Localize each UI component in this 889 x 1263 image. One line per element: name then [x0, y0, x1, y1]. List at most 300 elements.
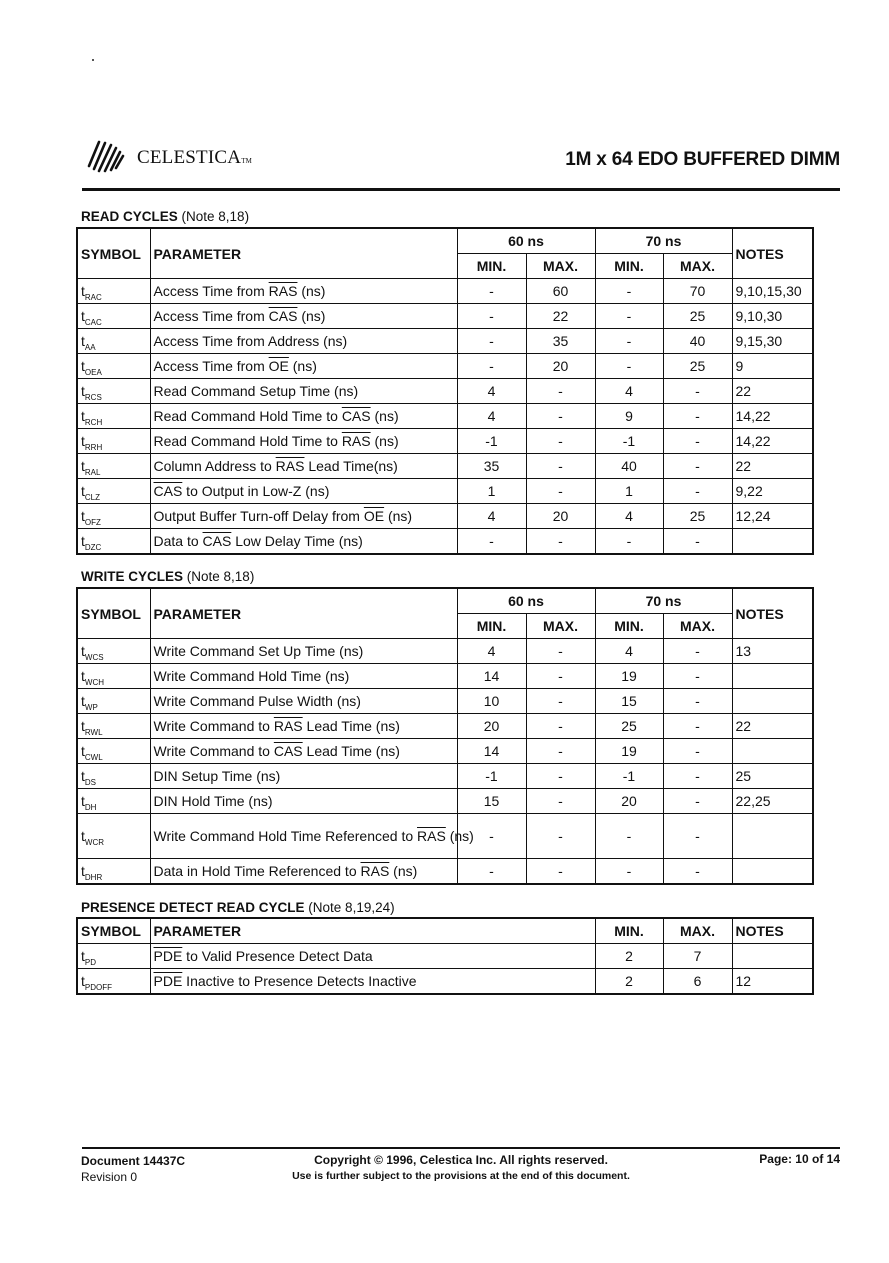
min-60-cell: - [457, 354, 526, 379]
max-70-cell: - [663, 404, 732, 429]
symbol-subscript: RCH [84, 418, 103, 427]
parameter-cell [150, 304, 457, 329]
min-70-cell: 4 [595, 639, 663, 664]
revision: Revision 0 [81, 1170, 138, 1184]
symbol-cell [77, 504, 150, 529]
symbol-subscript: RRH [84, 443, 103, 452]
min-60-cell: - [457, 529, 526, 555]
notes-cell: 22 [732, 714, 813, 739]
symbol-cell [77, 639, 150, 664]
symbol-subscript: PD [84, 958, 97, 967]
parameter-pre-sub: IN [163, 768, 178, 784]
parameter-post: Inactive to Presence Detects Inactive [182, 973, 417, 989]
min-cell: 2 [595, 944, 663, 969]
max-60-cell: - [526, 529, 595, 555]
parameter-ov: $\overline{RAS}$ [360, 863, 390, 879]
parameter-cell [150, 764, 457, 789]
col-symbol-header: SYMBOL [77, 228, 150, 279]
col-min-header: MIN. [457, 254, 526, 279]
symbol-subscript: AA [84, 343, 96, 352]
max-70-cell: - [663, 764, 732, 789]
max-60-cell: - [526, 404, 595, 429]
page-number: Page: 10 of 14 [759, 1152, 840, 1166]
min-60-cell: 20 [457, 714, 526, 739]
col-notes-header: NOTES [732, 918, 813, 944]
parameter-cell [150, 354, 457, 379]
max-70-cell: - [663, 639, 732, 664]
notes-cell: 12,24 [732, 504, 813, 529]
parameter-pre: Read Command Hold Time to [153, 408, 342, 424]
max-cell: 6 [663, 969, 732, 995]
parameter-ov: $\overline{OE}$ [268, 358, 289, 374]
notes-cell: 13 [732, 639, 813, 664]
min-60-cell: 4 [457, 639, 526, 664]
symbol-cell [77, 664, 150, 689]
parameter-post: Low Delay Time (ns) [231, 533, 363, 549]
max-60-cell: - [526, 714, 595, 739]
parameter-pre2: Setup Time (ns) [177, 768, 281, 784]
symbol-cell [77, 404, 150, 429]
symbol-base: t [81, 283, 85, 299]
max-60-cell: - [526, 454, 595, 479]
parameter-cell [150, 404, 457, 429]
max-60-cell: - [526, 859, 595, 885]
parameter-cell [150, 329, 457, 354]
symbol-base: t [81, 693, 85, 709]
min-60-cell: 15 [457, 789, 526, 814]
min-60-cell: 35 [457, 454, 526, 479]
min-70-cell: - [595, 529, 663, 555]
parameter-pre: Write Command Set Up Time (ns) [153, 643, 364, 659]
col-70ns-header: 70 ns [595, 588, 732, 614]
symbol-cell [77, 814, 150, 859]
write-cycles-table [76, 587, 814, 885]
col-max-header: MAX. [526, 254, 595, 279]
parameter-pre: Data to [153, 533, 203, 549]
symbol-base: t [81, 668, 85, 684]
min-70-cell: - [595, 279, 663, 304]
min-60-cell: - [457, 814, 526, 859]
presence-detect-title: PRESENCE DETECT READ CYCLE (Note 8,19,24) [81, 900, 395, 915]
max-60-cell: - [526, 764, 595, 789]
parameter-ov: $\overline{CAS}$ [153, 483, 183, 499]
symbol-cell [77, 279, 150, 304]
parameter-pre: Write Command Hold Time (ns) [153, 668, 350, 684]
table-row [77, 714, 813, 739]
col-parameter-header: PARAMETER [150, 918, 595, 944]
max-70-cell: 70 [663, 279, 732, 304]
parameter-post: (ns) [445, 827, 474, 844]
max-60-cell: 20 [526, 354, 595, 379]
symbol-cell [77, 429, 150, 454]
table-row [77, 689, 813, 714]
symbol-base: t [81, 433, 85, 449]
min-70-cell: -1 [595, 429, 663, 454]
symbol-cell [77, 689, 150, 714]
symbol-base: t [81, 643, 85, 659]
table-row [77, 764, 813, 789]
symbol-subscript: RAL [84, 468, 101, 477]
min-60-cell: 4 [457, 379, 526, 404]
notes-cell: 9,22 [732, 479, 813, 504]
parameter-pre: Data in Hold Time Referenced to [153, 863, 361, 879]
parameter-pre: Write Command to [153, 718, 274, 734]
parameter-pre: Access Time from [153, 283, 269, 299]
max-70-cell: - [663, 529, 732, 555]
table-row [77, 454, 813, 479]
max-cell: 7 [663, 944, 732, 969]
table-row [77, 329, 813, 354]
min-60-cell: 1 [457, 479, 526, 504]
parameter-ov: $\overline{RAS}$ [341, 433, 371, 449]
parameter-cell [150, 969, 595, 995]
parameter-pre: Access Time from Address (ns) [153, 333, 348, 349]
symbol-subscript: RAC [84, 293, 102, 302]
min-70-cell: 25 [595, 714, 663, 739]
symbol-base: t [81, 358, 85, 374]
col-max-header: MAX. [663, 918, 732, 944]
parameter-ov: $\overline{PDE}$ [153, 973, 183, 989]
notes-cell: 9,10,15,30 [732, 279, 813, 304]
notes-cell: 12 [732, 969, 813, 995]
min-70-cell: - [595, 859, 663, 885]
max-60-cell: - [526, 429, 595, 454]
table-row [77, 504, 813, 529]
max-70-cell: 25 [663, 354, 732, 379]
min-60-cell: 14 [457, 739, 526, 764]
min-70-cell: - [595, 329, 663, 354]
parameter-post: to Valid Presence Detect Data [182, 948, 373, 964]
read-cycles-title: READ CYCLES (Note 8,18) [81, 209, 250, 224]
table-row [77, 354, 813, 379]
celestica-logo [85, 136, 253, 176]
parameter-pre: Read Command Setup Time (ns) [153, 383, 359, 399]
max-60-cell: 35 [526, 329, 595, 354]
notes-cell [732, 664, 813, 689]
min-cell: 2 [595, 969, 663, 995]
notes-cell: 25 [732, 764, 813, 789]
footer-copyright [270, 1152, 652, 1184]
col-notes-header: NOTES [732, 588, 813, 639]
parameter-cell [150, 639, 457, 664]
notes-cell: 9 [732, 354, 813, 379]
notes-cell [732, 739, 813, 764]
symbol-base: t [81, 383, 85, 399]
parameter-post: (ns) [384, 508, 413, 524]
notes-cell: 22,25 [732, 789, 813, 814]
parameter-cell [150, 664, 457, 689]
symbol-base: t [81, 973, 85, 989]
min-70-cell: - [595, 354, 663, 379]
notes-cell [732, 529, 813, 555]
symbol-subscript: OEA [84, 368, 102, 377]
min-70-cell: 20 [595, 789, 663, 814]
presence-detect-table [76, 917, 814, 995]
max-70-cell: 25 [663, 304, 732, 329]
scan-speck [92, 59, 94, 61]
min-70-cell: -1 [595, 764, 663, 789]
parameter-cell [150, 504, 457, 529]
symbol-subscript: WP [84, 703, 98, 712]
max-70-cell: - [663, 479, 732, 504]
max-60-cell: - [526, 789, 595, 814]
symbol-base: t [81, 718, 85, 734]
notes-cell: 22 [732, 379, 813, 404]
parameter-pre2: Hold Time (ns) [177, 793, 273, 809]
table-row [77, 479, 813, 504]
header-divider [82, 188, 840, 191]
symbol-subscript: RWL [84, 728, 103, 737]
max-70-cell: - [663, 814, 732, 859]
symbol-cell [77, 354, 150, 379]
col-70ns-header: 70 ns [595, 228, 732, 254]
table-row [77, 814, 813, 859]
parameter-cell [150, 814, 474, 859]
symbol-base: t [81, 793, 85, 809]
symbol-cell [77, 329, 150, 354]
symbol-cell [77, 944, 150, 969]
symbol-cell [77, 714, 150, 739]
max-60-cell: 20 [526, 504, 595, 529]
min-60-cell: 14 [457, 664, 526, 689]
col-min-header: MIN. [595, 918, 663, 944]
max-70-cell: 40 [663, 329, 732, 354]
table-row [77, 304, 813, 329]
table-row [77, 529, 813, 555]
symbol-base: t [81, 508, 85, 524]
symbol-subscript: RCS [84, 393, 102, 402]
symbol-cell [77, 789, 150, 814]
notes-cell [732, 814, 813, 859]
parameter-pre: Output Buffer Turn-off Delay from [153, 508, 364, 524]
min-70-cell: 40 [595, 454, 663, 479]
parameter-ov: $\overline{RAS}$ [417, 827, 446, 844]
symbol-base: t [81, 483, 85, 499]
parameter-post: Lead Time(ns) [304, 458, 398, 474]
symbol-base: t [81, 308, 85, 324]
parameter-ov: $\overline{CAS}$ [273, 743, 303, 759]
min-60-cell: - [457, 859, 526, 885]
symbol-subscript: CWL [84, 753, 103, 762]
parameter-ov: $\overline{RAS}$ [275, 458, 305, 474]
symbol-cell [77, 764, 150, 789]
table-row [77, 379, 813, 404]
table-row [77, 404, 813, 429]
max-70-cell: - [663, 664, 732, 689]
min-60-cell: 10 [457, 689, 526, 714]
symbol-subscript: WCH [84, 678, 104, 687]
parameter-post: (ns) [370, 408, 399, 424]
notes-cell [732, 859, 813, 885]
max-70-cell: - [663, 689, 732, 714]
parameter-ov: $\overline{PDE}$ [153, 948, 183, 964]
col-max-header: MAX. [526, 614, 595, 639]
footer-divider [82, 1147, 840, 1149]
parameter-ov: $\overline{OE}$ [363, 508, 385, 524]
parameter-post: (ns) [370, 433, 399, 449]
col-symbol-header: SYMBOL [77, 918, 150, 944]
parameter-post: Lead Time (ns) [302, 718, 400, 734]
max-60-cell: - [526, 379, 595, 404]
symbol-subscript: DS [84, 778, 97, 787]
symbol-base: t [81, 333, 85, 349]
notes-cell: 9,15,30 [732, 329, 813, 354]
symbol-base: t [81, 533, 85, 549]
min-60-cell: 4 [457, 504, 526, 529]
table-row [77, 969, 813, 995]
parameter-cell [150, 789, 457, 814]
symbol-subscript: DHR [84, 873, 103, 882]
parameter-cell [150, 279, 457, 304]
table-row [77, 739, 813, 764]
col-min-header: MIN. [457, 614, 526, 639]
parameter-ov: $\overline{CAS}$ [202, 533, 232, 549]
parameter-cell [150, 739, 457, 764]
max-60-cell: 22 [526, 304, 595, 329]
symbol-cell [77, 304, 150, 329]
footer-document-info [81, 1153, 185, 1185]
col-min-header: MIN. [595, 614, 663, 639]
max-60-cell: - [526, 664, 595, 689]
symbol-subscript: PDOFF [84, 983, 112, 992]
parameter-pre-sub: IN [163, 793, 178, 809]
max-70-cell: - [663, 859, 732, 885]
read-cycles-table [76, 227, 814, 555]
copyright-text: Copyright © 1996, Celestica Inc. All rights reserved. [314, 1153, 608, 1167]
min-60-cell: -1 [457, 429, 526, 454]
table-row [77, 664, 813, 689]
table-row [77, 429, 813, 454]
document-number: Document 14437C [81, 1154, 186, 1168]
symbol-cell [77, 859, 150, 885]
min-70-cell: 4 [595, 379, 663, 404]
min-70-cell: 4 [595, 504, 663, 529]
max-70-cell: - [663, 379, 732, 404]
parameter-cell [150, 944, 595, 969]
parameter-post: Lead Time (ns) [302, 743, 400, 759]
max-70-cell: - [663, 454, 732, 479]
notes-cell: 22 [732, 454, 813, 479]
parameter-cell [150, 454, 457, 479]
symbol-base: t [81, 948, 85, 964]
col-parameter-header: PARAMETER [150, 588, 457, 639]
parameter-ov: $\overline{RAS}$ [268, 283, 298, 299]
max-60-cell: 60 [526, 279, 595, 304]
max-60-cell: - [526, 689, 595, 714]
parameter-cell [150, 479, 457, 504]
parameter-post: (ns) [297, 308, 326, 324]
parameter-cell [150, 379, 457, 404]
symbol-subscript: DZC [84, 543, 102, 552]
symbol-subscript: DH [84, 803, 97, 812]
symbol-cell [77, 454, 150, 479]
symbol-base: t [81, 458, 85, 474]
max-70-cell: - [663, 714, 732, 739]
symbol-subscript: CAC [84, 318, 102, 327]
celestica-logo-mark-icon [85, 136, 127, 174]
symbol-subscript: WCR [84, 838, 104, 847]
col-notes-header: NOTES [732, 228, 813, 279]
min-70-cell: 19 [595, 664, 663, 689]
symbol-base: t [81, 743, 85, 759]
min-70-cell: - [595, 304, 663, 329]
col-60ns-header: 60 ns [457, 228, 595, 254]
notes-cell [732, 689, 813, 714]
parameter-post: to Output in Low-Z (ns) [182, 483, 330, 499]
parameter-ov: $\overline{CAS}$ [341, 408, 371, 424]
parameter-pre: D [153, 793, 164, 809]
min-70-cell: 9 [595, 404, 663, 429]
symbol-subscript: WCS [84, 653, 104, 662]
symbol-cell [77, 969, 150, 995]
symbol-subscript: CLZ [84, 493, 101, 502]
col-60ns-header: 60 ns [457, 588, 595, 614]
parameter-post: (ns) [288, 358, 317, 374]
symbol-base: t [81, 408, 85, 424]
parameter-ov: $\overline{RAS}$ [273, 718, 303, 734]
col-parameter-header: PARAMETER [150, 228, 457, 279]
parameter-pre: Column Address to [153, 458, 276, 474]
col-symbol-header: SYMBOL [77, 588, 150, 639]
min-60-cell: 4 [457, 404, 526, 429]
min-60-cell: -1 [457, 764, 526, 789]
max-60-cell: - [526, 814, 595, 859]
parameter-pre: Write Command Hold Time Referenced to [153, 827, 418, 844]
notes-cell: 14,22 [732, 404, 813, 429]
col-max-header: MAX. [663, 614, 732, 639]
symbol-base: t [81, 768, 85, 784]
symbol-base: t [81, 828, 85, 844]
max-70-cell: - [663, 429, 732, 454]
min-70-cell: 19 [595, 739, 663, 764]
parameter-cell [150, 859, 457, 885]
parameter-ov: $\overline{CAS}$ [268, 308, 298, 324]
table-row [77, 789, 813, 814]
parameter-cell [150, 429, 457, 454]
min-60-cell: - [457, 279, 526, 304]
parameter-cell [150, 714, 457, 739]
parameter-pre: Write Command to [153, 743, 274, 759]
parameter-post: (ns) [297, 283, 326, 299]
symbol-base: t [81, 863, 85, 879]
max-60-cell: - [526, 639, 595, 664]
min-70-cell: - [595, 814, 663, 859]
col-max-header: MAX. [663, 254, 732, 279]
min-60-cell: - [457, 329, 526, 354]
min-70-cell: 15 [595, 689, 663, 714]
max-60-cell: - [526, 739, 595, 764]
min-70-cell: 1 [595, 479, 663, 504]
parameter-pre: Read Command Hold Time to [153, 433, 342, 449]
parameter-pre: D [153, 768, 164, 784]
min-60-cell: - [457, 304, 526, 329]
max-70-cell: - [663, 789, 732, 814]
symbol-cell [77, 739, 150, 764]
notes-cell [732, 944, 813, 969]
notes-cell: 9,10,30 [732, 304, 813, 329]
document-title: 1M x 64 EDO BUFFERED DIMM [565, 149, 840, 170]
table-row [77, 279, 813, 304]
usage-text: Use is further subject to the provisions at the end of this document. [292, 1170, 630, 1182]
parameter-pre: Write Command Pulse Width (ns) [153, 693, 361, 709]
max-60-cell: - [526, 479, 595, 504]
parameter-pre: Access Time from [153, 308, 269, 324]
max-70-cell: 25 [663, 504, 732, 529]
symbol-subscript: OFZ [84, 518, 101, 527]
symbol-cell [77, 479, 150, 504]
max-70-cell: - [663, 739, 732, 764]
table-row [77, 859, 813, 885]
